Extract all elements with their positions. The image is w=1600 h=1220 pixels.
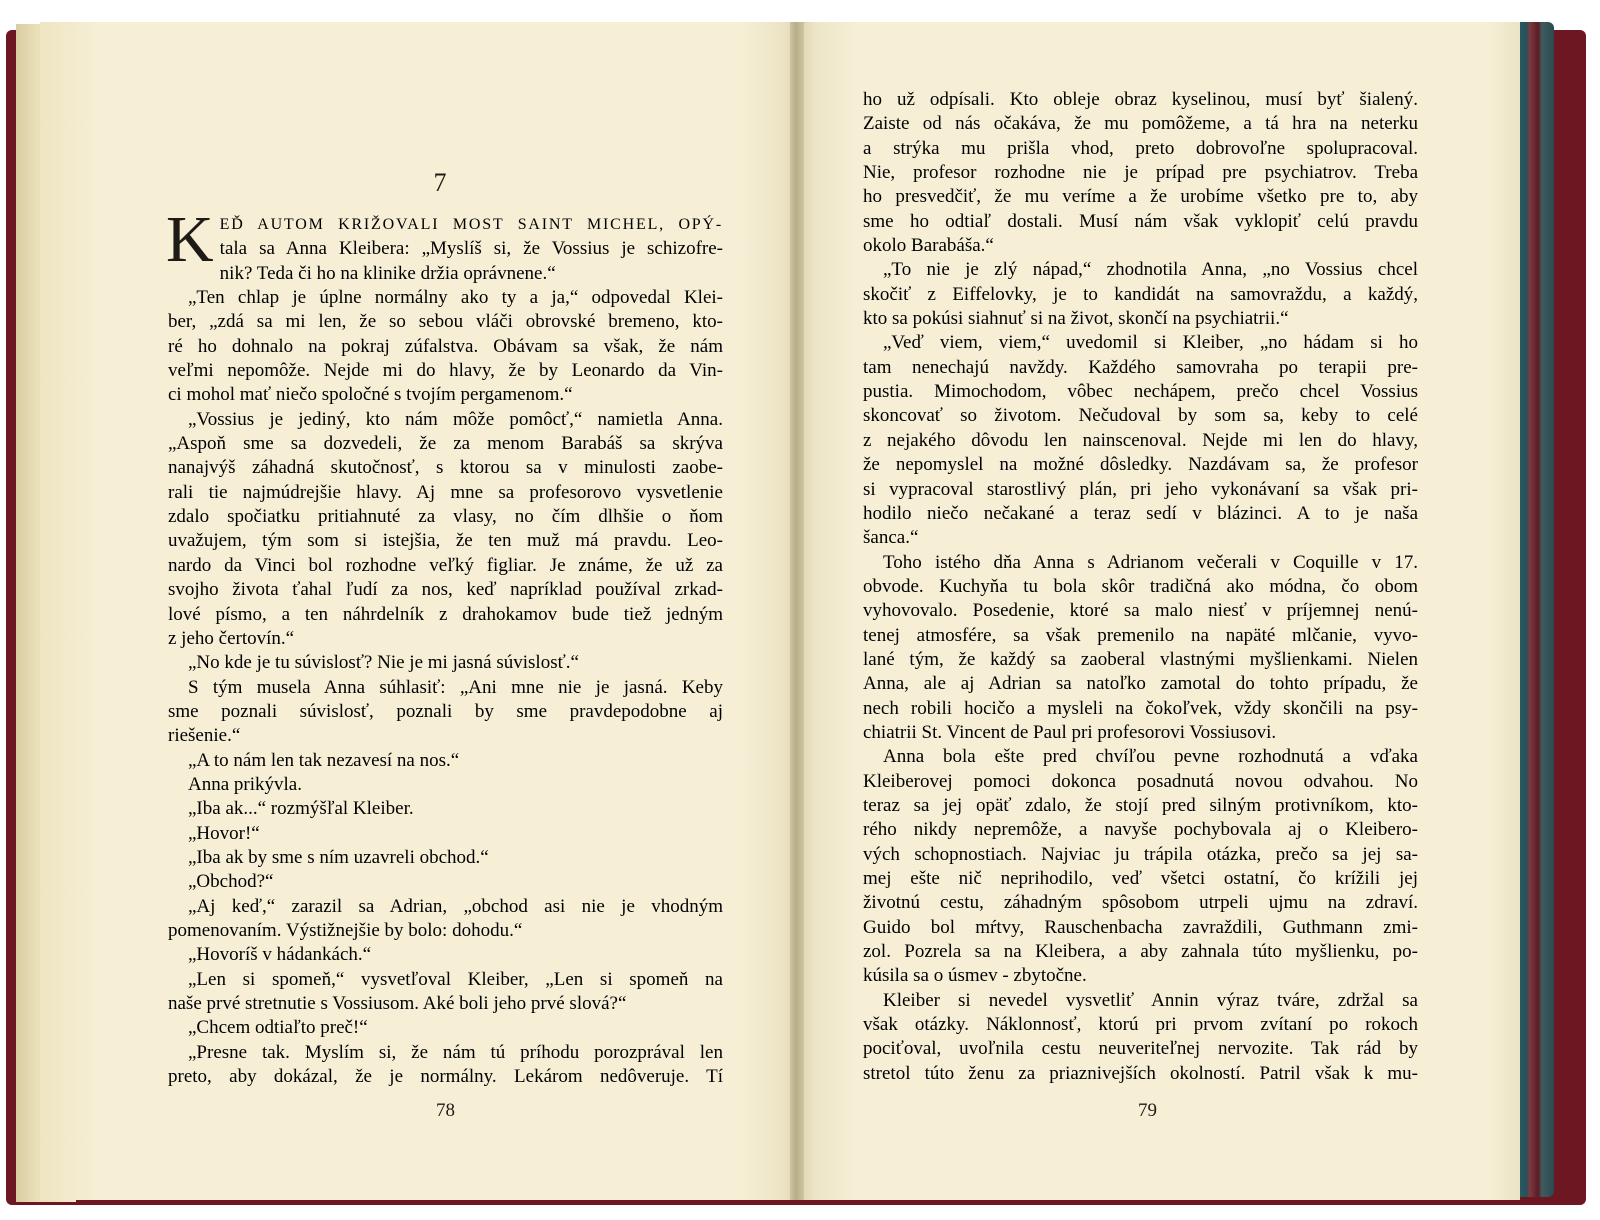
text-line: rali tie najmúdrejšie hlavy. Aj mne sa profesorovo vysvetlenie — [168, 481, 723, 503]
text-line: mej ešte nič neprihodilo, veď všetci ostatní, čo krížili jej — [863, 868, 1418, 889]
text-line: z jeho čertovín.“ — [168, 627, 295, 649]
text-line: „Iba ak...“ rozmýšľal Kleiber. — [188, 798, 414, 820]
text-line: „Chcem odtiaľto preč!“ — [188, 1017, 368, 1039]
text-line: „A to nám len tak nezavesí na nos.“ — [188, 749, 460, 771]
text-line: „Aspoň sme sa dozvedeli, že za menom Barabáš sa skrýva — [168, 433, 723, 455]
text-line: však otázky. Náklonnosť, ktorú pri prvom zvítaní po rokoch — [863, 1014, 1418, 1036]
text-line: Anna, ale aj Adrian sa natoľko zamotal do tohto prípadu, že — [863, 673, 1418, 695]
text-line: uvažujem, tým som si istejšia, že ten muž má pravdu. Leo- — [168, 530, 723, 552]
opening-line: EĎ AUTOM KRIŽOVALI MOST SAINT MICHEL, OPÝ- — [219, 216, 723, 233]
text-line: stretol túto ženu za priaznivejších okolností. Patril však k mu- — [863, 1062, 1418, 1084]
text-line: Anna bola ešte pred chvíľou pevne rozhodnutá a vďaka — [883, 746, 1418, 768]
text-line: zol. Pozrela sa na Kleibera, a aby zahnala túto myšlienku, po- — [863, 941, 1418, 963]
text-line: tam nenechajú navždy. Každého samovraha po terapii pre- — [863, 356, 1418, 378]
text-line: že nepomyslel na možné dôsledky. Nazdávam sa, že profesor — [863, 454, 1418, 476]
text-line: Guido bol mŕtvy, Rauschenbacha zavraždili, Guthmann zmi- — [863, 916, 1418, 938]
text-line: šanca.“ — [863, 527, 919, 549]
text-line: „Vossius je jediný, kto nám môže pomôcť,“ namietla Anna. — [188, 408, 723, 430]
text-line: Zaiste od nás očakáva, že mu pomôžeme, a tá hra na neterku — [863, 113, 1418, 135]
text-line: Kleiberovej pomoci dokonca posadnutá novou odvahou. No — [863, 770, 1418, 792]
page-number-right: 79 — [1138, 1100, 1157, 1121]
text-line: „Veď viem, viem,“ uvedomil si Kleiber, „no hádam si ho — [883, 332, 1418, 354]
text-line: riešenie.“ — [168, 725, 241, 747]
text-line: preto, aby dokázal, že je normálny. Lekárom nedôveruje. Tí — [168, 1066, 723, 1088]
text-line: z nejakého dôvodu len nainscenoval. Nejde mi len do hlavy, — [863, 429, 1418, 451]
text-line: „Ten chlap je úplne normálny ako ty a ja,“ odpovedal Klei- — [188, 287, 723, 309]
text-line: „No kde je tu súvislosť? Nie je mi jasná súvislosť.“ — [188, 652, 579, 674]
text-line: chiatrii St. Vincent de Paul pri profesorovi Vossiusovi. — [863, 721, 1277, 743]
text-line: ber, „zdá sa mi len, že so sebou vláči obrovské bremeno, kto- — [168, 311, 723, 333]
text-line: „Presne tak. Myslím si, že nám tú príhodu porozprával len — [188, 1041, 723, 1063]
text-line: S tým musela Anna súhlasiť: „Ani mne nie je jasná. Keby — [188, 676, 723, 698]
text-line: lané tým, že každý sa zaoberal vlastnými myšlienkami. Nielen — [863, 648, 1418, 670]
text-line: vyhovovalo. Posedenie, ktoré sa malo niesť v príjemnej nenú- — [863, 600, 1418, 622]
drop-cap: K — [166, 203, 214, 276]
text-line: „Aj keď,“ zarazil sa Adrian, „obchod asi nie je vhodným — [188, 895, 723, 917]
text-line: „Hovor!“ — [188, 822, 260, 844]
text-line: ho už odpísali. Kto obleje obraz kyselinou, musí byť šialený. — [863, 89, 1418, 110]
text-line: rého nikdy nepremôže, a navyše pochybovala aj o Kleibero- — [863, 819, 1418, 841]
text-line: pustia. Mimochodom, vôbec nechápem, prečo chcel Vossius — [863, 381, 1418, 403]
text-line: nardo da Vinci bol rozhodne veľký figliar. Je známe, že už za — [168, 554, 723, 576]
text-line: nanajvýš záhadná skutočnosť, s ktorou sa v minulosti zaobe- — [168, 457, 723, 479]
right-page-lines — [863, 88, 1418, 1086]
text-line: ho presvedčiť, že mu veríme a že urobíme všetko pre to, aby — [863, 186, 1418, 208]
text-line: ci mohol mať niečo spoločné s tvojím pergamenom.“ — [168, 384, 573, 406]
text-line: Nie, profesor rozhodne nie je prípad pre psychiatrov. Treba — [863, 162, 1418, 184]
text-line: kúsila sa o úsmev - zbytočne. — [863, 965, 1087, 987]
text-line: si vypracoval starostlivý plán, pri jeho vykonávaní sa však pri- — [863, 478, 1418, 500]
text-line: Anna prikývla. — [188, 773, 302, 795]
opening-line-2: tala sa Anna Kleibera: „Myslíš si, že Vossius je schizofre- — [219, 238, 723, 260]
page-number-left: 78 — [436, 1100, 455, 1121]
text-line: pociťoval, uvoľnila cestu neuveriteľnej nervozite. Tak rád by — [863, 1038, 1418, 1060]
left-page-lines — [168, 262, 723, 1090]
text-line: teraz sa jej opäť zdalo, že stojí pred silným protivníkom, kto- — [863, 794, 1418, 816]
text-line: Kleiber si nevedel vysvetliť Annin výraz tváre, zdržal sa — [883, 989, 1418, 1011]
text-line: a strýka mu prišla vhod, preto dobrovoľne spolupracoval. — [863, 137, 1418, 159]
text-line: lové písmo, a ten náhrdelník z drahokamov bude tiež jedným — [168, 603, 723, 625]
right-page-text — [863, 88, 1418, 1086]
text-line: nik? Teda či ho na klinike držia oprávnene.“ — [219, 262, 556, 284]
book-gutter — [790, 22, 804, 1200]
text-line: hodilo niečo nečakané a teraz sedí v blázinci. A to je naša — [863, 502, 1418, 524]
text-line: tenej atmosfére, sa však premenilo na napäté mlčanie, vyvo- — [863, 624, 1418, 646]
chapter-number: 7 — [433, 168, 447, 197]
text-line: skočiť z Eiffelovky, je to kandidát na samovraždu, a každý, — [863, 283, 1418, 305]
text-line: „Iba ak by sme s ním uzavreli obchod.“ — [188, 846, 489, 868]
text-line: ré ho dohnalo na pokraj zúfalstva. Obávam sa však, že nám — [168, 335, 723, 357]
text-line: obvode. Kuchyňa tu bola skôr tradičná ako módna, čo obom — [863, 575, 1418, 597]
text-line: „Obchod?“ — [188, 871, 274, 893]
text-line: životnú cestu, záhadným spôsobom utrpeli ujmu na zdraví. — [863, 892, 1418, 914]
left-page-text — [166, 203, 723, 1089]
text-line: sme ho odtiaľ dostali. Musí nám však vyklopiť celú pravdu — [863, 210, 1418, 232]
text-line: kto sa pokúsi siahnuť si na život, skončí na psychiatrii.“ — [863, 308, 1289, 330]
text-line: okolo Barabáša.“ — [863, 235, 994, 257]
text-line: pomenovaním. Výstižnejšie by bolo: dohodu.“ — [168, 919, 523, 941]
text-line: veľmi nepomôže. Nejde mi do hlavy, že by Leonardo da Vin- — [168, 360, 723, 382]
text-line: svojho života ťahal ľudí za nos, keď napríklad používal zrkad- — [168, 579, 723, 601]
text-line: „Hovoríš v hádankách.“ — [188, 944, 372, 966]
text-line: „To nie je zlý nápad,“ zhodnotila Anna, „no Vossius chcel — [883, 259, 1418, 281]
text-line: vých schopnostiach. Najviac ju trápila otázka, prečo sa jej sa- — [863, 843, 1418, 865]
text-line: skoncovať so životom. Nečudoval by som sa, keby to celé — [863, 405, 1418, 427]
text-line: naše prvé stretnutie s Vossiusom. Aké boli jeho prvé slová?“ — [168, 993, 627, 1014]
text-line: Toho istého dňa Anna s Adrianom večerali v Coquille v 17. — [883, 551, 1418, 573]
text-line: nech robili hocičo a mysleli na čokoľvek, vždy skončili na psy- — [863, 697, 1418, 719]
text-line: zdalo spočiatku pritiahnuté za vlasy, no čím dlhšie o ňom — [168, 506, 723, 528]
text-line: „Len si spomeň,“ vysvetľoval Kleiber, „Len si spomeň na — [188, 968, 723, 990]
text-line: sme poznali súvislosť, poznali by sme pravdepodobne aj — [168, 700, 723, 722]
